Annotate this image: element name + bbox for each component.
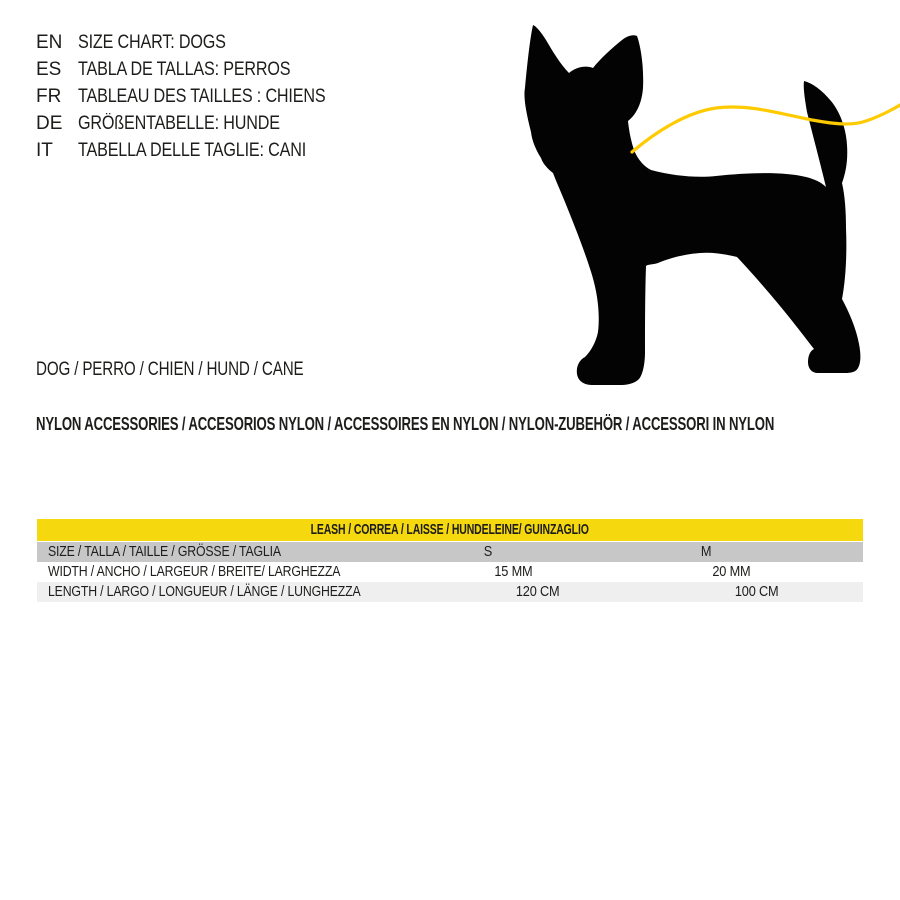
length-value-s: 120 CM [516, 583, 560, 600]
language-code: DE [36, 113, 63, 134]
table-header-text: LEASH / CORREA / LAISSE / HUNDELEINE/ GUINZAGLIO [310, 521, 590, 538]
table-row-size [37, 542, 863, 562]
table-header [37, 519, 863, 541]
material-line [36, 414, 900, 434]
length-value-m: 100 CM [734, 583, 778, 600]
language-code: FR [36, 86, 62, 107]
language-row [36, 110, 369, 137]
dog-silhouette-icon [524, 25, 860, 385]
language-row [36, 137, 369, 164]
leash-size-table [37, 519, 863, 602]
table-row-length [37, 582, 863, 602]
language-title: TABLA DE TALLAS: PERROS [78, 59, 291, 80]
width-value-s: 15 MM [494, 563, 533, 580]
species-line [36, 360, 370, 380]
language-row [36, 56, 369, 83]
size-value-s: S [483, 543, 493, 560]
language-code: ES [36, 59, 62, 80]
row-spacer [815, 542, 863, 562]
language-title: TABLEAU DES TAILLES : CHIENS [78, 86, 326, 107]
material-line-text: NYLON ACCESSORIES / ACCESORIOS NYLON / ACCESSOIRES EN NYLON / NYLON-ZUBEHÖR / ACCESSORI IN NYLON [36, 414, 775, 434]
language-code: EN [36, 32, 63, 53]
species-line-text: DOG / PERRO / CHIEN / HUND / CANE [36, 359, 304, 380]
table-row-width [37, 562, 863, 582]
language-title: SIZE CHART: DOGS [78, 32, 226, 53]
language-code: IT [36, 140, 53, 161]
size-row-label: SIZE / TALLA / TAILLE / GRÖSSE / TAGLIA [48, 543, 281, 560]
language-row [36, 29, 369, 56]
length-row-label: LENGTH / LARGO / LONGUEUR / LÄNGE / LUNGHEZZA [48, 583, 361, 600]
language-row [36, 83, 369, 110]
size-value-m: M [700, 543, 712, 560]
width-value-m: 20 MM [712, 563, 751, 580]
language-title: TABELLA DELLE TAGLIE: CANI [78, 140, 307, 161]
language-list [36, 29, 369, 164]
width-row-label: WIDTH / ANCHO / LARGEUR / BREITE/ LARGHEZZA [48, 563, 341, 580]
leash-line-icon [632, 104, 900, 152]
language-title: GRÖßENTABELLE: HUNDE [78, 113, 280, 134]
row-spacer [841, 562, 863, 582]
